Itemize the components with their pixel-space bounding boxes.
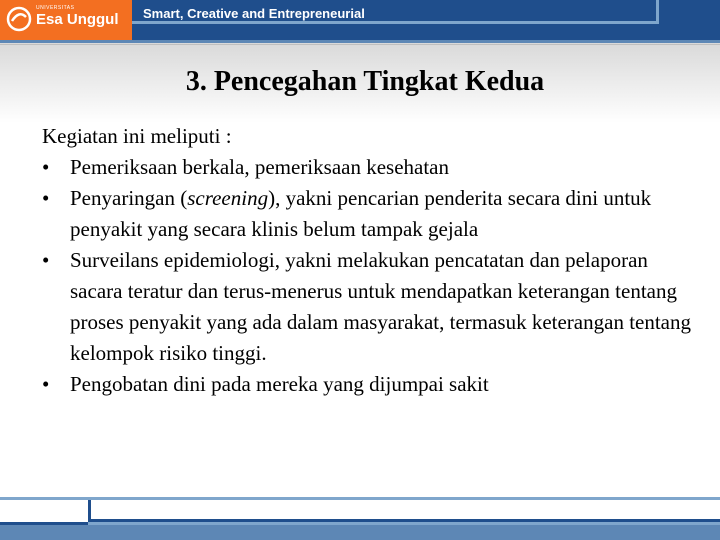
logo-small-text: UNIVERSITAS [36, 5, 75, 11]
list-item [42, 183, 702, 245]
logo-name: Esa Unggul [36, 11, 119, 28]
list-item [42, 245, 702, 369]
bullet-icon: • [42, 372, 50, 396]
logo-swirl-icon [6, 6, 32, 32]
footer-left-panel [0, 500, 88, 525]
bullet-text-before: Penyaringan ( [70, 186, 188, 210]
bullet-icon: • [42, 186, 50, 210]
intro-text: Kegiatan ini meliputi : [42, 124, 232, 148]
list-item [42, 369, 702, 400]
university-logo [0, 0, 132, 40]
tagline: Smart, Creative and Entrepreneurial [143, 6, 365, 21]
bullet-icon: • [42, 248, 50, 272]
bullet-text: Pemeriksaan berkala, pemeriksaan kesehatan [70, 155, 449, 179]
slide-title: 3. Pencegahan Tingkat Kedua [185, 66, 545, 97]
band-line [0, 44, 720, 45]
bullet-text: Pengobatan dini pada mereka yang dijumpai sakit [70, 372, 489, 396]
bullet-text-italic: screening [187, 186, 269, 210]
bullet-list [42, 152, 702, 400]
footer-panel [88, 500, 720, 522]
slide-body [42, 121, 702, 400]
bullet-text-after: ), yakni pencarian penderita secara dini untuk penyakit yang secara klinis belum tampak gejala [70, 186, 652, 241]
bullet-icon: • [42, 155, 50, 179]
bullet-text: Surveilans epidemiologi, yakni melakukan pencatatan dan pelaporan sacara teratur dan terus-menerus untuk mendapatkan keterangan tentang proses penyakit yang ada dalam masyarakat, termasuk keterangan tentang kelompok risiko tinggi. [70, 248, 692, 365]
list-item [42, 152, 702, 183]
footer-bottom-strip [0, 525, 720, 540]
